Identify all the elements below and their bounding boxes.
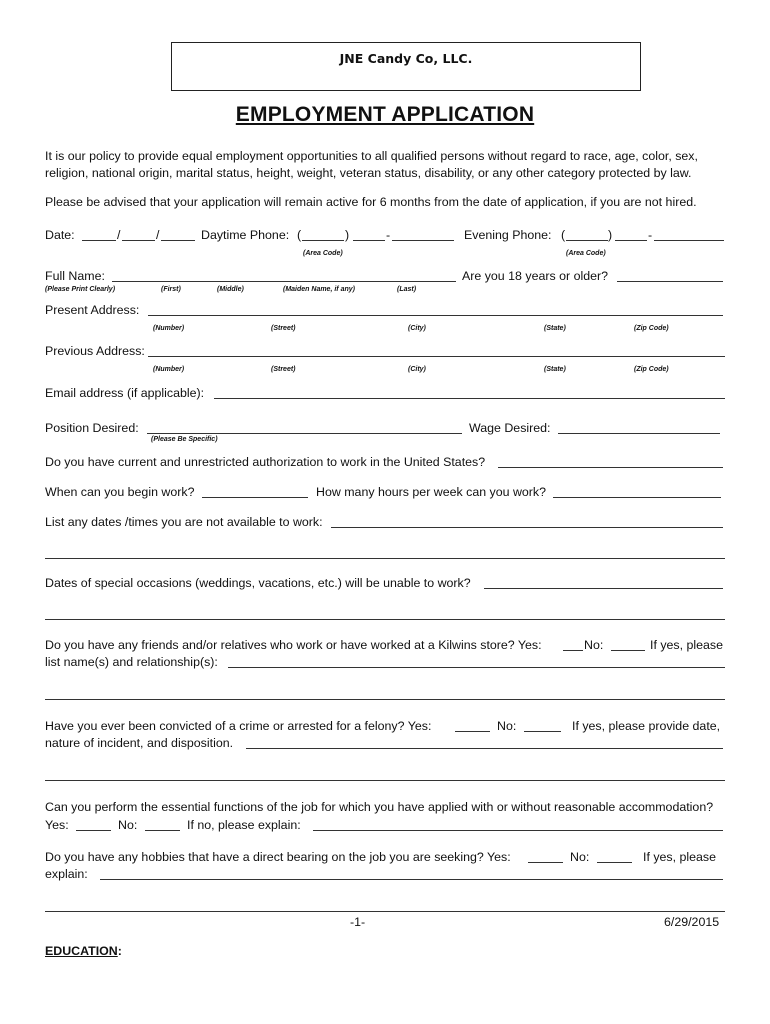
- company-name: JNE Candy Co, LLC.: [339, 51, 473, 66]
- footer-rule: [45, 911, 725, 912]
- date-slash: /: [117, 228, 121, 242]
- relatives-no-label: No:: [584, 638, 604, 652]
- felony-no-field[interactable]: [524, 731, 561, 732]
- hobbies-explain-field[interactable]: [100, 879, 723, 880]
- position-hint: (Please Be Specific): [151, 436, 218, 443]
- address-hint-city: (City): [408, 325, 426, 332]
- hobbies-yes-field[interactable]: [528, 862, 563, 863]
- age-question-label: Are you 18 years or older?: [462, 269, 609, 283]
- equal-opportunity-policy: It is our policy to provide equal employment opportunities to all qualified persons without regard to race, age, color, sex, religion, national origin, marital status, height, weight, veteran status, disability, or any other category protected by law.: [45, 149, 698, 180]
- begin-work-field[interactable]: [202, 497, 308, 498]
- evening-area-code-hint: (Area Code): [566, 250, 606, 257]
- felony-details-field-line-2[interactable]: [45, 780, 725, 781]
- date-slash: /: [156, 228, 160, 242]
- essential-no-label: No:: [118, 818, 138, 832]
- name-hint-first: (First): [161, 286, 181, 293]
- relatives-yes-field[interactable]: [563, 650, 583, 651]
- company-header-box: [171, 42, 641, 91]
- relatives-if-yes: If yes, please: [650, 638, 724, 652]
- daytime-area-code-field[interactable]: [302, 240, 344, 241]
- begin-work-label: When can you begin work?: [45, 485, 195, 499]
- date-year-field[interactable]: [161, 240, 195, 241]
- special-occasions-field-line-2[interactable]: [45, 619, 725, 620]
- work-authorization-label: Do you have current and unrestricted authorization to work in the United States?: [45, 455, 486, 469]
- paren-close: ): [608, 228, 613, 242]
- hobbies-no-label: No:: [570, 850, 590, 864]
- email-field[interactable]: [214, 398, 725, 399]
- name-hint-last: (Last): [397, 286, 417, 293]
- position-field[interactable]: [147, 433, 462, 434]
- position-label: Position Desired:: [45, 421, 139, 435]
- paren-open: (: [297, 228, 302, 242]
- previous-address-label: Previous Address:: [45, 344, 145, 358]
- relatives-no-field[interactable]: [611, 650, 645, 651]
- evening-number-field[interactable]: [654, 240, 724, 241]
- advisory-note: Please be advised that your application will remain active for 6 months from the date of application, if you are not hired.: [45, 195, 697, 209]
- name-hint-middle: (Middle): [217, 286, 244, 293]
- present-address-label: Present Address:: [45, 303, 140, 317]
- hours-per-week-field[interactable]: [553, 497, 721, 498]
- education-heading-label: EDUCATION: [45, 944, 118, 958]
- address-hint-number: (Number): [153, 325, 185, 332]
- address-hint-street: (Street): [271, 325, 296, 332]
- email-label: Email address (if applicable):: [45, 386, 205, 400]
- felony-details-label: nature of incident, and disposition.: [45, 736, 234, 750]
- daytime-number-field[interactable]: [392, 240, 454, 241]
- hobbies-no-field[interactable]: [597, 862, 632, 863]
- address-hint-zip: (Zip Code): [634, 325, 669, 332]
- address-hint-state: (State): [544, 366, 566, 373]
- unavailable-dates-field-line-2[interactable]: [45, 558, 725, 559]
- education-heading-colon: :: [117, 944, 122, 958]
- dash: -: [386, 228, 391, 242]
- previous-address-field[interactable]: [148, 356, 725, 357]
- date-month-field[interactable]: [82, 240, 116, 241]
- relatives-question: Do you have any friends and/or relatives who work or have worked at a Kilwins store? Yes:: [45, 638, 542, 652]
- address-hint-city: (City): [408, 366, 426, 373]
- revision-date: 6/29/2015: [664, 915, 720, 929]
- hobbies-explain-label: explain:: [45, 867, 88, 881]
- special-occasions-field[interactable]: [484, 588, 723, 589]
- full-name-field[interactable]: [112, 281, 456, 282]
- felony-if-yes: If yes, please provide date,: [572, 719, 721, 733]
- felony-details-field[interactable]: [246, 748, 723, 749]
- felony-question: Have you ever been convicted of a crime or arrested for a felony? Yes:: [45, 719, 432, 733]
- daytime-prefix-field[interactable]: [353, 240, 385, 241]
- address-hint-street: (Street): [271, 366, 296, 373]
- evening-prefix-field[interactable]: [615, 240, 647, 241]
- date-day-field[interactable]: [122, 240, 155, 241]
- address-hint-number: (Number): [153, 366, 185, 373]
- full-name-label: Full Name:: [45, 269, 105, 283]
- paren-close: ): [345, 228, 350, 242]
- evening-area-code-field[interactable]: [566, 240, 608, 241]
- felony-no-label: No:: [497, 719, 517, 733]
- relatives-list-field[interactable]: [228, 667, 725, 668]
- wage-field[interactable]: [558, 433, 720, 434]
- age-answer-field[interactable]: [617, 281, 723, 282]
- page-number: -1-: [350, 915, 366, 929]
- date-label: Date:: [45, 228, 75, 242]
- address-hint-state: (State): [544, 325, 566, 332]
- relatives-list-field-line-2[interactable]: [45, 699, 725, 700]
- paren-open: (: [561, 228, 566, 242]
- essential-functions-question: Can you perform the essential functions of the job for which you have applied with or without reasonable accommodation?: [45, 800, 714, 814]
- work-authorization-field[interactable]: [498, 467, 723, 468]
- special-occasions-label: Dates of special occasions (weddings, vacations, etc.) will be unable to work?: [45, 576, 471, 590]
- daytime-area-code-hint: (Area Code): [303, 250, 343, 257]
- name-hint-print: (Please Print Clearly): [45, 286, 116, 293]
- essential-yes-field[interactable]: [76, 830, 111, 831]
- page-title: EMPLOYMENT APPLICATION: [235, 103, 535, 126]
- unavailable-dates-label: List any dates /times you are not available to work:: [45, 515, 323, 529]
- daytime-phone-label: Daytime Phone:: [201, 228, 290, 242]
- felony-yes-field[interactable]: [455, 731, 490, 732]
- essential-no-field[interactable]: [145, 830, 180, 831]
- education-heading: [45, 944, 122, 958]
- dash: -: [648, 228, 653, 242]
- name-hint-maiden: (Maiden Name, if any): [283, 286, 355, 293]
- essential-yes-label: Yes:: [45, 818, 69, 832]
- unavailable-dates-field[interactable]: [331, 527, 723, 528]
- hobbies-question: Do you have any hobbies that have a direct bearing on the job you are seeking? Yes:: [45, 850, 511, 864]
- relatives-list-label: list name(s) and relationship(s):: [45, 655, 218, 669]
- wage-label: Wage Desired:: [469, 421, 551, 435]
- hobbies-if-yes: If yes, please: [643, 850, 717, 864]
- essential-explain-label: If no, please explain:: [187, 818, 301, 832]
- essential-explain-field[interactable]: [313, 830, 723, 831]
- address-hint-zip: (Zip Code): [634, 366, 669, 373]
- evening-phone-label: Evening Phone:: [464, 228, 552, 242]
- hours-per-week-label: How many hours per week can you work?: [316, 485, 547, 499]
- present-address-field[interactable]: [148, 315, 723, 316]
